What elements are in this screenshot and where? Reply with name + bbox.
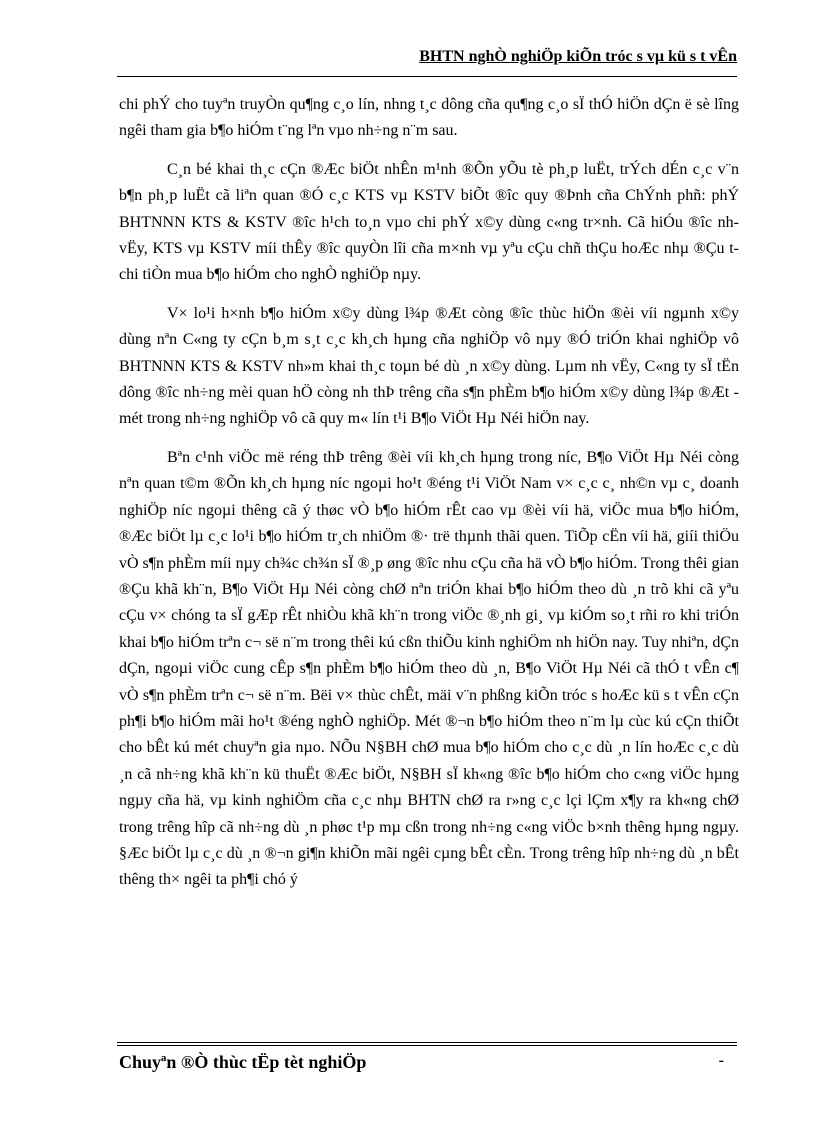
page-number: - [718, 1052, 724, 1069]
footer-rule-bottom [117, 1045, 737, 1046]
paragraph-legal-factor: C¸n bé khai th¸c cÇn ®Æc biÖt nhÊn m¹nh ®Õn yÕu tè ph¸p luËt, trÝch dÉn c¸c v¨n b¶n ph¸p luËt cã liªn quan ®Ó c¸c KTS vµ KSTV biÕt ®îc quy ®Þnh cña ChÝnh phñ: phÝ BHTNNN KTS & KSTV ®îc h¹ch to¸n vµo chi phÝ x©y dùng c«ng tr×nh. Cã hiÓu ®îc nh vËy, KTS vµ KSTV míi thÊy ®îc quyÒn lîi cña m×nh vµ yªu cÇu chñ thÇu hoÆc nhµ ®Çu t chi tiÒn mua b¶o hiÓm cho nghÒ nghiÖp nµy. [119, 160, 739, 284]
paragraph-continuation: chi phÝ cho tuyªn truyÒn qu¶ng c¸o lín, nhng t¸c dông cña qu¶ng c¸o sÏ thÓ hiÖn dÇn ë sè lîng ngêi tham gia b¶o hiÓm t¨ng lªn vµo nh÷ng n¨m sau. [119, 96, 739, 140]
footer-rule-top [117, 1042, 737, 1043]
paragraph-foreign-clients: Bªn c¹nh viÖc më réng thÞ trêng ®èi víi kh¸ch hµng trong níc, B¶o ViÖt Hµ Néi còng nªn quan t©m ®Õn kh¸ch hµng níc ngoµi ho¹t ®éng t¹i ViÖt Nam v× c¸c c¸ nh©n vµ c¸ doanh nghiÖp níc ngoµi thêng cã ý thøc vÒ b¶o hiÓm rÊt cao vµ ®èi víi hä, viÖc mua b¶o hiÓm, ®Æc biÖt lµ c¸c lo¹i b¶o hiÓm tr¸ch nhiÖm ®· trë thµnh thãi quen. TiÕp cËn víi hä, giíi thiÖu vÒ s¶n phÈm míi nµy ch¾c ch¾n sÏ ®¸p øng ®îc nhu cÇu cña hä vÒ b¶o hiÓm. Trong thêi gian ®Çu khã kh¨n, B¶o ViÖt Hµ Néi còng chØ nªn triÓn khai b¶o hiÓm theo dù ¸n trõ khi cã yªu cÇu v× chóng ta sÏ gÆp rÊt nhiÒu khã kh¨n trong viÖc ®¸nh gi¸ vµ kiÓm so¸t rñi ro khi triÓn khai b¶o hiÓm trªn c¬ së n¨m trong thêi kú cßn thiÕu kinh nghiÖm nh hiÖn nay. Tuy nhiªn, dÇn dÇn, ngoµi viÖc cung cÊp s¶n phÈm b¶o hiÓm theo dù ¸n, B¶o ViÖt Hµ Néi cã thÓ t vÊn c¶ vÒ s¶n phÈm trªn c¬ së n¨m. Bëi v× thùc chÊt, mäi v¨n phßng kiÕn tróc s hoÆc kü s t vÊn cÇn ph¶i b¶o hiÓm mãi ho¹t ®éng nghÒ nghiÖp. Mét ®¬n b¶o hiÓm theo n¨m lµ cùc kú cÇn thiÕt cho bÊt kú mét chuyªn gia nµo. NÕu N§BH chØ mua b¶o hiÓm cho c¸c dù ¸n lín hoÆc c¸c dù ¸n cã nh÷ng khã kh¨n kü thuËt ®Æc biÖt, N§BH sÏ kh«ng ®îc b¶o hiÓm cho c«ng viÖc hµng ngµy cña hä, vµ kinh nghiÖm cña c¸c nhµ BHTN chØ ra r»ng c¸c lçi lÇm x¶y ra kh«ng chØ trong trêng hîp cã nh÷ng dù ¸n phøc t¹p mµ cßn trong nh÷ng c«ng viÖc b×nh thêng hµng ngµy. §Æc biÖt lµ c¸c dù ¸n ®¬n gi¶n khiÕn mãi ngêi cµng bÊt cÈn. Trong trêng hîp nh÷ng dù ¸n bÊt thêng th× ngêi ta ph¶i chó ý [119, 448, 739, 889]
document-body [119, 92, 739, 906]
header-rule [117, 76, 737, 77]
footer-title: Chuyªn ®Ò thùc tËp tèt nghiÖp [119, 1052, 367, 1072]
paragraph-construction-insurance: V× lo¹i h×nh b¶o hiÓm x©y dùng l¾p ®Æt còng ®îc thùc hiÖn ®èi víi ngµnh x©y dùng nªn C«ng ty cÇn b¸m s¸t c¸c kh¸ch hµng cña nghiÖp vô nµy ®Ó triÓn khai nghiÖp vô BHTNNN KTS & KSTV nh»m khai th¸c toµn bé dù ¸n x©y dùng. Lµm nh vËy, C«ng ty sÏ tËn dông ®îc nh÷ng mèi quan hÖ còng nh thÞ trêng cña s¶n phÈm b¶o hiÓm x©y dùng l¾p ®Æt - mét trong nh÷ng nghiÖp vô cã quy m« lín t¹i B¶o ViÖt Hµ Néi hiÖn nay. [119, 304, 739, 428]
running-header: BHTN nghÒ nghiÖp kiÕn tróc s vµ kü s t vÊn [419, 48, 737, 65]
